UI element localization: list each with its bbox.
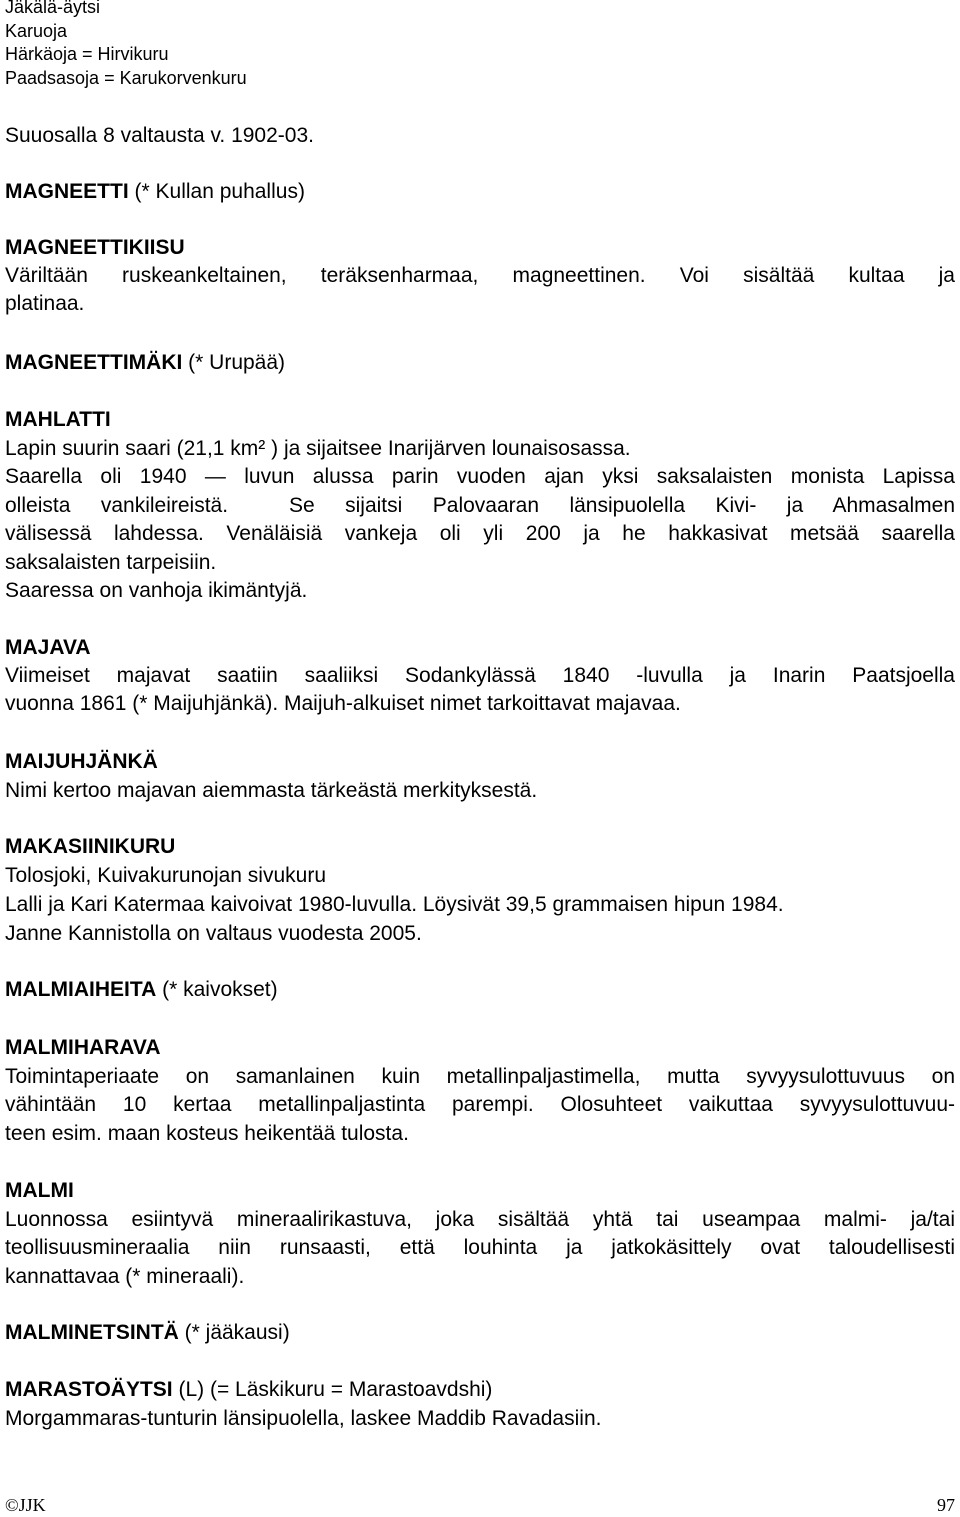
list-item: Jäkälä-äytsi [5,0,101,17]
entry-text: vähintään 10 kertaa metallinpaljastinta parempi. Olosuhteet vaikuttaa syvyysulottuvuu- [5,1093,955,1116]
entry-text: Morgammaras-tunturin länsipuolella, laskee Maddib Ravadasiin. [5,1406,602,1430]
entry-text: vuonna 1861 (* Maijuhjänkä). Maijuh-alkuiset nimet tarkoittavat majavaa. [5,692,681,715]
entry-heading: MAGNEETTI [5,180,129,203]
entry-text: Tolosjoki, Kuivakurunojan sivukuru [5,864,326,887]
entry-reference: (L) (= Läskikuru = Marastoavdshi) [172,1378,493,1401]
entry-heading: MALMIHARAVA [5,1036,161,1059]
entry-reference: (* kaivokset) [156,978,278,1001]
list-item: Karuoja [5,20,68,41]
entry-text: teen esim. maan kosteus heikentää tulosta. [5,1121,409,1145]
entry-text: platinaa. [5,292,85,315]
entry-heading: MAJAVA [5,636,91,659]
entry-text: Lapin suurin saari (21,1 km² ) ja sijaitsee Inarijärven lounaisosassa. [5,436,631,460]
entry-text: Toimintaperiaate on samanlainen kuin metallinpaljastimella, mutta syvyysulottuvuus on [5,1064,955,1088]
entry-text: Lalli ja Kari Katermaa kaivoivat 1980-luvulla. Löysivät 39,5 grammaisen hipun 1984. [5,893,784,916]
entry-heading: MALMIAIHEITA [5,978,157,1001]
entry-text: Väriltään ruskeankeltainen, teräksenharmaa, magneettinen. Voi sisältää kultaa ja [5,264,955,287]
entry-text: välisessä lahdessa. Venäläisiä vankeja oli yli 200 ja he hakkasivat metsää saarella [5,522,955,545]
paragraph-suuosalla: Suuosalla 8 valtausta v. 1902-03. [5,124,314,147]
entry-heading: MALMI [5,1179,74,1202]
entry-text: kannattavaa (* mineraali). [5,1264,245,1288]
entry-mahlatti [5,409,955,602]
copyright-text: ©JJK [5,1495,46,1515]
page-number: 97 [937,1495,955,1515]
entry-heading: MAKASIINIKURU [5,835,176,858]
list-item: Härkäoja = Hirvikuru [5,44,169,64]
entry-heading: MALMINETSINTÄ [5,1321,179,1344]
entry-heading: MARASTOÄYTSI [5,1378,173,1401]
entry-reference: (* jääkausi) [178,1321,290,1344]
entry-magneettikiisu [5,237,955,315]
entry-reference: (* Kullan puhallus) [128,180,305,203]
entry-heading: MAHLATTI [5,408,111,431]
entry-magneettimaki [5,352,285,374]
entry-heading-line [5,1379,955,1401]
entry-magneetti [5,181,305,203]
entry-text: Viimeiset majavat saatiin saaliiksi Sodankylässä 1840 -luvulla ja Inarin Paatsjoella [5,664,955,687]
entry-text: Saarella oli 1940 — luvun alussa parin vuoden ajan yksi saksalaisten monista Lapissa [5,465,955,488]
entry-majava [5,637,955,715]
entry-text: olleista vankileireistä. Se sijaitsi Palovaaran länsipuolella Kivi- ja Ahmasalmen [5,493,955,517]
top-list [5,0,247,90]
list-item: Paadsasoja = Karukorvenkuru [5,67,247,88]
entry-heading: MAGNEETTIKIISU [5,236,185,259]
entry-text: Nimi kertoo majavan aiemmasta tärkeästä merkityksestä. [5,779,538,802]
entry-text: saksalaisten tarpeisiin. [5,550,217,574]
entry-reference: (* Urupää) [182,351,286,374]
entry-heading: MAGNEETTIMÄKI [5,351,183,374]
entry-marastoaytsi [5,1379,955,1430]
page-footer [5,1495,955,1517]
entry-malmiharava [5,1037,955,1145]
entry-text: teollisuusmineraalia niin runsaasti, että louhinta ja jatkokäsittely ovat taloudellisesti [5,1236,955,1259]
entry-malminetsinta [5,1322,290,1344]
entry-malmi [5,1180,955,1288]
entry-text: Janne Kannistolla on valtaus vuodesta 2005. [5,922,422,945]
entry-text: Saaressa on vanhoja ikimäntyjä. [5,579,308,602]
entry-makasiinikuru [5,836,955,945]
entry-malmiaiheita [5,979,278,1001]
entry-text: Luonnossa esiintyvä mineraalirikastuva, joka sisältää yhtä tai useampaa malmi- ja/tai [5,1207,955,1231]
entry-heading: MAIJUHJÄNKÄ [5,750,158,773]
entry-maijuhjanka [5,751,955,802]
